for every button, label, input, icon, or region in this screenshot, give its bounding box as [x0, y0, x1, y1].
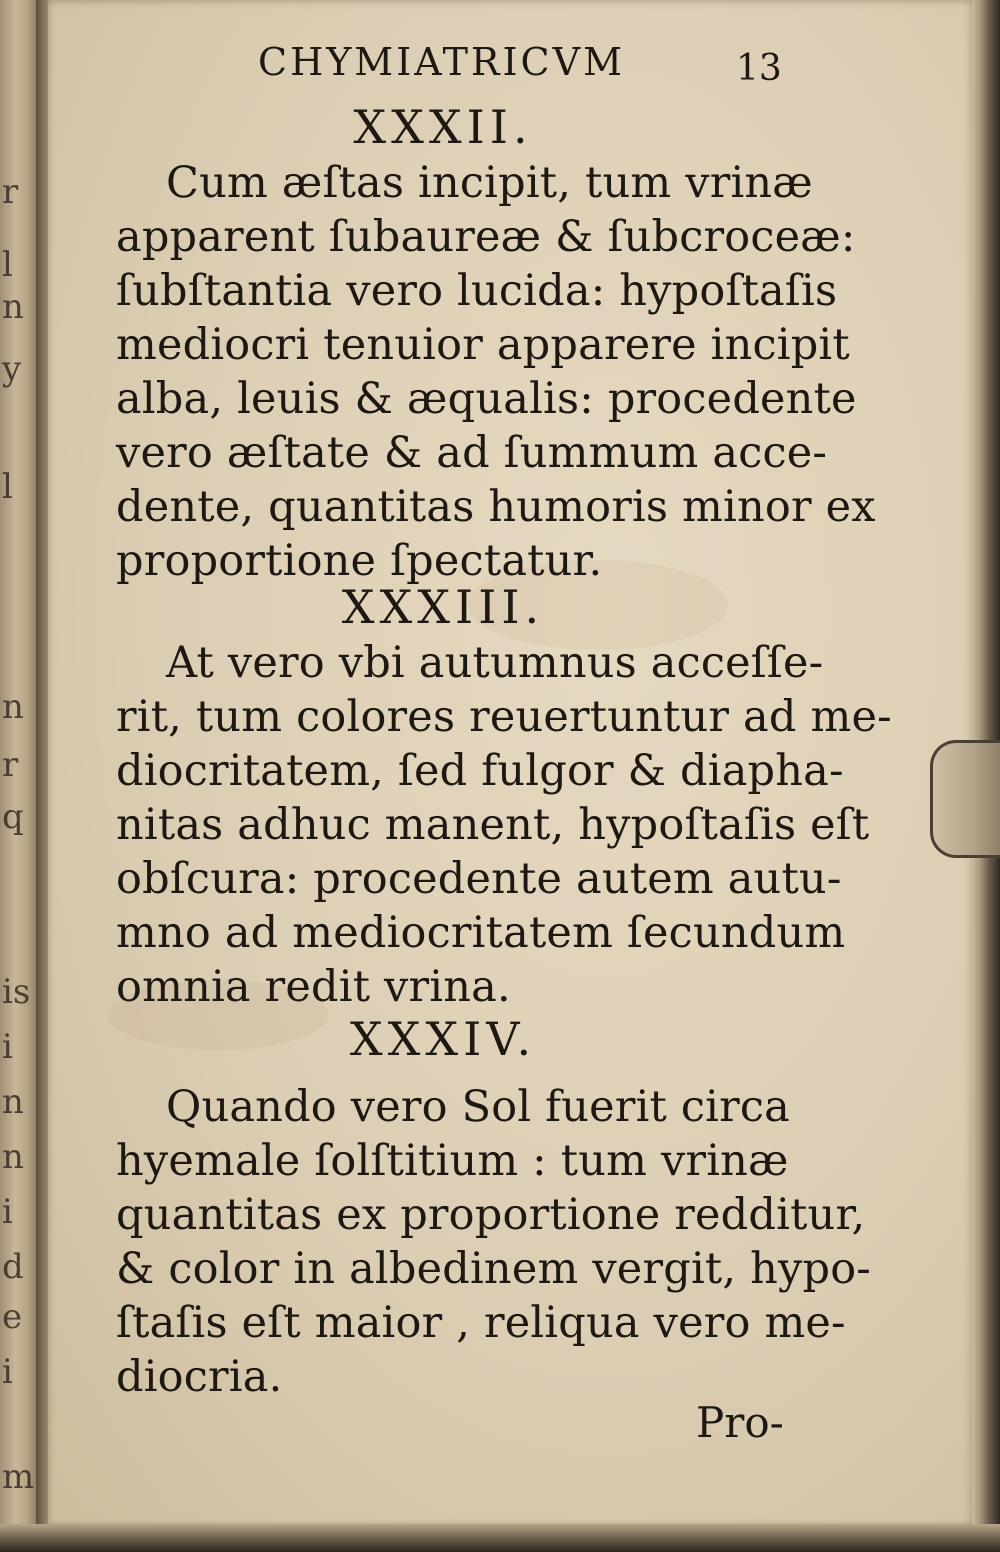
facing-page-letter: n: [2, 287, 24, 327]
text-line: rit, tum colores reuertuntur ad me-: [116, 692, 892, 742]
page-number: 13: [736, 48, 782, 89]
text-line: diocria.: [116, 1352, 283, 1402]
text-line: & color in albedinem vergit, hypo-: [116, 1244, 872, 1294]
facing-page-letter: m: [2, 1457, 35, 1497]
facing-page-letter: e: [2, 1297, 23, 1337]
text-line: proportione ſpectatur.: [116, 536, 603, 586]
facing-page-letter: y: [2, 349, 22, 389]
text-line: Quando vero Sol fuerit circa: [166, 1082, 790, 1132]
text-line: quantitas ex proportione redditur,: [116, 1190, 866, 1240]
facing-page-letter: i: [2, 1027, 13, 1067]
facing-page-letter: n: [2, 1082, 24, 1122]
book-clasp: [930, 740, 1000, 858]
text-line: Cum æſtas incipit, tum vrinæ: [166, 158, 813, 208]
text-line: hyemale ſolſtitium : tum vrinæ: [116, 1136, 789, 1186]
section-heading: XXXII.: [353, 100, 533, 154]
text-line: ſtaſis eſt maior , reliqua vero me-: [116, 1298, 846, 1348]
facing-page-letter: n: [2, 1137, 24, 1177]
facing-page-letters: [2, 0, 36, 1552]
text-line: omnia redit vrina.: [116, 962, 511, 1012]
text-line: obſcura: procedente autem autu-: [116, 854, 842, 904]
text-line: apparent ſubaureæ & ſubcroceæ:: [116, 212, 856, 262]
facing-page-letter: i: [2, 1352, 13, 1392]
page-bottom-edge: [0, 1524, 1000, 1552]
facing-page-letter: l: [2, 245, 13, 285]
section-heading: XXXIII.: [341, 580, 545, 634]
text-line: diocritatem, ſed fulgor & diapha-: [116, 746, 844, 796]
running-head: CHYMIATRICVM: [258, 40, 625, 84]
facing-page-letter: r: [2, 172, 19, 212]
text-line: ſubſtantia vero lucida: hypoſtaſis: [116, 266, 838, 316]
facing-page-letter: r: [2, 745, 19, 785]
text-line: At vero vbi autumnus acceſſe-: [166, 638, 824, 688]
text-line: mno ad mediocritatem ſecundum: [116, 908, 846, 958]
facing-page-letter: l: [2, 467, 13, 507]
section-heading: XXXIV.: [349, 1012, 537, 1066]
text-line: mediocri tenuior apparere incipit: [116, 320, 850, 370]
book-page: [48, 0, 978, 1530]
facing-page-letter: q: [2, 797, 24, 837]
facing-page-edge: [0, 0, 38, 1552]
text-line: nitas adhuc manent, hypoſtaſis eſt: [116, 800, 870, 850]
facing-page-letter: is: [2, 972, 31, 1012]
catchword: Pro-: [696, 1398, 784, 1447]
facing-page-letter: i: [2, 1192, 13, 1232]
text-line: alba, leuis & æqualis: procedente: [116, 374, 857, 424]
facing-page-letter: n: [2, 687, 24, 727]
text-line: dente, quantitas humoris minor ex: [116, 482, 876, 532]
text-line: vero æſtate & ad ſummum acce-: [116, 428, 828, 478]
facing-page-letter: d: [2, 1247, 24, 1287]
